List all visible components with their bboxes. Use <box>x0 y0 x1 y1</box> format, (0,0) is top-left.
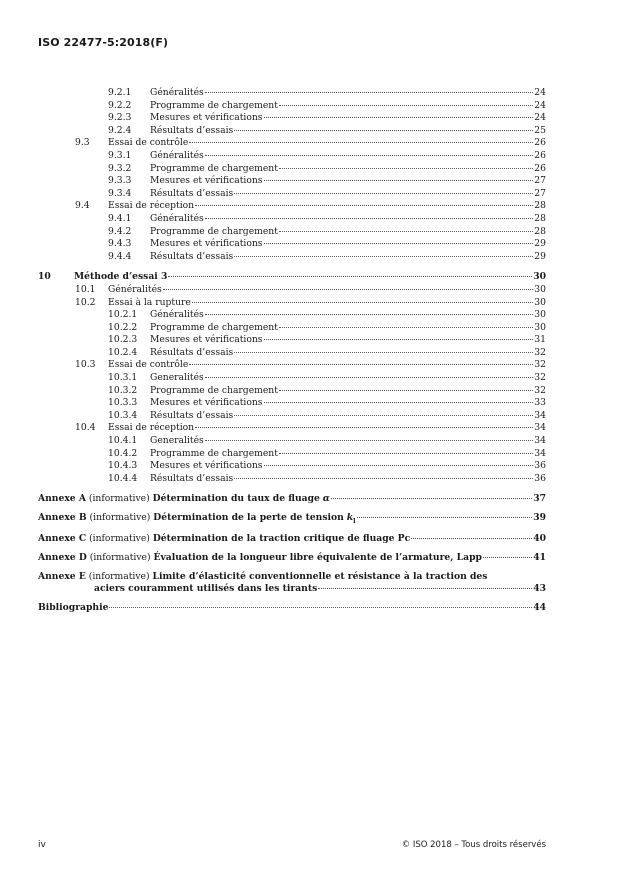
toc-page: 43 <box>533 583 546 595</box>
toc-leader <box>264 180 534 181</box>
toc-title: Mesures et vérifications <box>150 238 263 250</box>
toc-page: 29 <box>534 238 546 250</box>
toc-section-9-entries <box>38 87 546 263</box>
toc-title: Essai de réception <box>108 200 195 212</box>
toc-leader <box>195 205 533 206</box>
toc-page: 33 <box>534 397 546 409</box>
toc-entry-section-10[interactable] <box>38 271 546 284</box>
toc-page: 30 <box>534 321 546 333</box>
toc-title: Essai de réception <box>108 422 195 434</box>
toc-title: Résultats d’essais <box>150 124 234 136</box>
toc-leader <box>279 105 533 106</box>
toc-page: 30 <box>534 283 546 295</box>
toc-entry[interactable] <box>38 100 546 113</box>
toc-leader <box>189 142 533 143</box>
annex-kind: (informative) <box>89 512 151 523</box>
toc-number: 10.4.4 <box>108 472 138 484</box>
toc-title: Programme de chargement <box>150 162 278 174</box>
toc-page: 28 <box>534 225 546 237</box>
toc-title: Mesures et vérifications <box>150 334 263 346</box>
toc-leader <box>168 276 532 277</box>
toc-page: 28 <box>534 212 546 224</box>
toc-number: 9.4.3 <box>108 238 132 250</box>
toc-page: 27 <box>534 175 546 187</box>
toc-title: Généralités <box>150 87 204 98</box>
toc-entry[interactable] <box>38 284 546 297</box>
toc-page: 32 <box>534 384 546 396</box>
toc-page: 26 <box>534 149 546 161</box>
annex-kind: (informative) <box>88 493 150 505</box>
toc-leader <box>192 302 533 303</box>
toc-entry-annex-d[interactable] <box>38 552 546 565</box>
toc-page: 32 <box>534 359 546 371</box>
annex-label: Annexe B <box>38 512 87 523</box>
toc-number: 9.2.4 <box>108 124 132 136</box>
toc-number: 10.3.1 <box>108 372 138 384</box>
toc-page: 24 <box>534 112 546 124</box>
toc-page: 24 <box>534 99 546 111</box>
toc-entry[interactable] <box>38 334 546 347</box>
toc-title: Méthode d’essai 3 <box>74 271 168 283</box>
toc-entry[interactable] <box>38 112 546 125</box>
toc-title: Résultats d’essais <box>150 409 234 421</box>
toc-page: 28 <box>534 200 546 212</box>
annex-label: Annexe D <box>38 552 87 564</box>
toc-entry-bibliography[interactable] <box>38 602 546 615</box>
toc-entry-annex-e[interactable] <box>38 571 546 596</box>
toc-leader <box>195 427 533 428</box>
toc-number: 10.1 <box>75 283 96 295</box>
toc-page: 26 <box>534 162 546 174</box>
toc-leader <box>234 130 533 131</box>
toc-leader <box>331 498 532 499</box>
toc-title: Mesures et vérifications <box>150 460 263 472</box>
toc-leader <box>483 557 532 558</box>
toc-page: 29 <box>534 250 546 262</box>
toc-leader <box>234 193 533 194</box>
table-of-contents <box>38 87 546 614</box>
toc-title: Programme de chargement <box>150 447 278 459</box>
toc-entry[interactable] <box>38 163 546 176</box>
toc-page: 36 <box>534 472 546 484</box>
toc-number: 9.3.1 <box>108 149 132 161</box>
toc-leader <box>279 453 533 454</box>
toc-title: Résultats d’essais <box>150 346 234 358</box>
toc-entry[interactable] <box>38 372 546 385</box>
toc-leader <box>205 92 534 93</box>
toc-number: 10 <box>38 271 51 283</box>
toc-entry[interactable] <box>38 347 546 360</box>
annex-title: Limite d’élasticité conventionnelle et résistance à la traction des <box>152 570 488 582</box>
toc-entry[interactable] <box>38 435 546 448</box>
toc-page: 32 <box>534 346 546 358</box>
toc-title: Résultats d’essais <box>150 250 234 262</box>
annex-symbol-subscript: l <box>353 516 356 525</box>
toc-entry[interactable] <box>38 150 546 163</box>
toc-title: Mesures et vérifications <box>150 112 263 124</box>
toc-leader <box>264 117 534 118</box>
toc-leader <box>234 415 533 416</box>
toc-number: 10.2.3 <box>108 334 138 346</box>
toc-leader <box>411 538 532 539</box>
toc-entry[interactable] <box>38 448 546 461</box>
toc-number: 10.3.2 <box>108 384 138 396</box>
annex-kind: (informative) <box>89 552 151 564</box>
toc-page: 32 <box>534 372 546 384</box>
toc-entry[interactable] <box>38 137 546 150</box>
toc-number: 9.2.3 <box>108 112 132 124</box>
toc-title: Mesures et vérifications <box>150 397 263 409</box>
toc-number: 10.2 <box>75 296 96 308</box>
toc-leader <box>234 478 533 479</box>
toc-leader <box>163 289 534 290</box>
toc-leader <box>279 327 533 328</box>
toc-page: 30 <box>534 309 546 321</box>
toc-title: Bibliographie <box>38 601 109 613</box>
toc-title: Essai de contrôle <box>108 137 189 149</box>
annex-title: Évaluation de la longueur libre équivalente de l’armature, Lapp <box>153 552 482 564</box>
toc-number: 9.2.1 <box>108 87 132 98</box>
toc-entry[interactable] <box>38 188 546 201</box>
annex-title-continued: aciers couramment utilisés dans les tirants <box>94 583 318 595</box>
toc-entry[interactable] <box>38 359 546 372</box>
toc-entry[interactable] <box>38 125 546 138</box>
toc-page: 25 <box>534 124 546 136</box>
toc-title: Programme de chargement <box>150 321 278 333</box>
toc-leader <box>264 339 534 340</box>
toc-entry[interactable] <box>38 397 546 410</box>
toc-leader <box>318 588 532 589</box>
document-header: ISO 22477-5:2018(F) <box>38 36 169 49</box>
annex-symbol: k <box>346 512 354 523</box>
toc-page: 34 <box>534 422 546 434</box>
toc-number: 10.4.2 <box>108 447 138 459</box>
annex-symbol: α <box>322 493 330 505</box>
toc-number: 9.2.2 <box>108 99 132 111</box>
toc-page: 27 <box>534 187 546 199</box>
toc-page: 40 <box>533 533 546 545</box>
toc-entry[interactable] <box>38 213 546 226</box>
toc-title: Généralités <box>108 283 162 295</box>
toc-title: Programme de chargement <box>150 99 278 111</box>
toc-title: Essai à la rupture <box>108 296 191 308</box>
toc-leader <box>109 607 532 608</box>
toc-leader <box>205 218 534 219</box>
toc-title: Programme de chargement <box>150 384 278 396</box>
toc-entry[interactable] <box>38 309 546 322</box>
annex-kind: (informative) <box>89 533 150 545</box>
toc-number: 9.4 <box>75 200 90 212</box>
toc-entry[interactable] <box>38 251 546 264</box>
toc-entry[interactable] <box>38 87 546 100</box>
toc-page: 31 <box>534 334 546 346</box>
toc-page: 44 <box>533 601 546 613</box>
toc-page: 26 <box>534 137 546 149</box>
toc-title: Résultats d’essais <box>150 187 234 199</box>
toc-number: 10.3.3 <box>108 397 138 409</box>
annex-kind: (informative) <box>88 570 150 582</box>
annex-label: Annexe E <box>38 570 86 582</box>
toc-number: 9.4.2 <box>108 225 132 237</box>
toc-entry-annex-c[interactable] <box>38 533 546 546</box>
toc-entry-annex-b[interactable] <box>38 512 546 527</box>
toc-leader <box>234 256 533 257</box>
toc-number: 10.4 <box>75 422 96 434</box>
toc-page: 34 <box>534 435 546 447</box>
toc-page: 34 <box>534 447 546 459</box>
toc-title: Programme de chargement <box>150 225 278 237</box>
toc-leader <box>264 402 534 403</box>
toc-title: Généralités <box>150 309 204 321</box>
toc-title: Généralités <box>150 149 204 161</box>
toc-entry[interactable] <box>38 200 546 213</box>
toc-entry[interactable] <box>38 473 546 486</box>
toc-number: 10.3 <box>75 359 96 371</box>
footer-page-number: iv <box>38 840 46 850</box>
toc-leader <box>279 168 533 169</box>
toc-title: Generalités <box>150 435 204 447</box>
toc-leader <box>189 364 533 365</box>
toc-page: 24 <box>534 87 546 98</box>
annex-label: Annexe C <box>38 533 87 545</box>
toc-leader <box>357 517 533 518</box>
toc-number: 9.4.4 <box>108 250 132 262</box>
toc-entry[interactable] <box>38 297 546 310</box>
toc-section-10-entries <box>38 284 546 486</box>
toc-entry[interactable] <box>38 322 546 335</box>
toc-entry[interactable] <box>38 238 546 251</box>
toc-page: 41 <box>533 552 546 564</box>
toc-leader <box>205 440 534 441</box>
toc-page: 30 <box>534 296 546 308</box>
toc-page: 39 <box>533 512 546 523</box>
toc-number: 10.2.2 <box>108 321 138 333</box>
annex-title: Détermination de la traction critique de fluage Pc <box>152 533 411 545</box>
toc-number: 10.3.4 <box>108 409 138 421</box>
toc-leader <box>264 465 534 466</box>
annex-label: Annexe A <box>38 493 86 505</box>
toc-leader <box>279 231 533 232</box>
toc-title: Mesures et vérifications <box>150 175 263 187</box>
annex-title: Détermination du taux de fluage <box>152 493 320 505</box>
toc-number: 10.2.1 <box>108 309 138 321</box>
toc-entry[interactable] <box>38 410 546 423</box>
toc-number: 9.3.3 <box>108 175 132 187</box>
toc-number: 9.4.1 <box>108 212 132 224</box>
toc-title: Généralités <box>150 212 204 224</box>
toc-title: Résultats d’essais <box>150 472 234 484</box>
toc-page: 37 <box>533 493 546 505</box>
toc-title: Essai de contrôle <box>108 359 189 371</box>
toc-title: Generalités <box>150 372 204 384</box>
toc-page: 36 <box>534 460 546 472</box>
toc-page: 30 <box>533 271 546 283</box>
annex-title: Détermination de la perte de tension <box>153 512 344 523</box>
footer-copyright: © ISO 2018 – Tous droits réservés <box>401 840 546 850</box>
toc-number: 9.3.2 <box>108 162 132 174</box>
toc-entry[interactable] <box>38 175 546 188</box>
toc-leader <box>205 377 534 378</box>
toc-entry[interactable] <box>38 385 546 398</box>
toc-entry[interactable] <box>38 422 546 435</box>
toc-entry-annex-a[interactable] <box>38 493 546 506</box>
toc-entry[interactable] <box>38 226 546 239</box>
toc-leader <box>205 314 534 315</box>
toc-number: 10.4.3 <box>108 460 138 472</box>
toc-number: 10.2.4 <box>108 346 138 358</box>
toc-page: 34 <box>534 409 546 421</box>
toc-entry[interactable] <box>38 460 546 473</box>
toc-leader <box>205 155 534 156</box>
toc-number: 10.4.1 <box>108 435 138 447</box>
toc-leader <box>264 243 534 244</box>
toc-leader <box>279 390 533 391</box>
toc-number: 9.3 <box>75 137 90 149</box>
toc-leader <box>234 352 533 353</box>
toc-number: 9.3.4 <box>108 187 132 199</box>
